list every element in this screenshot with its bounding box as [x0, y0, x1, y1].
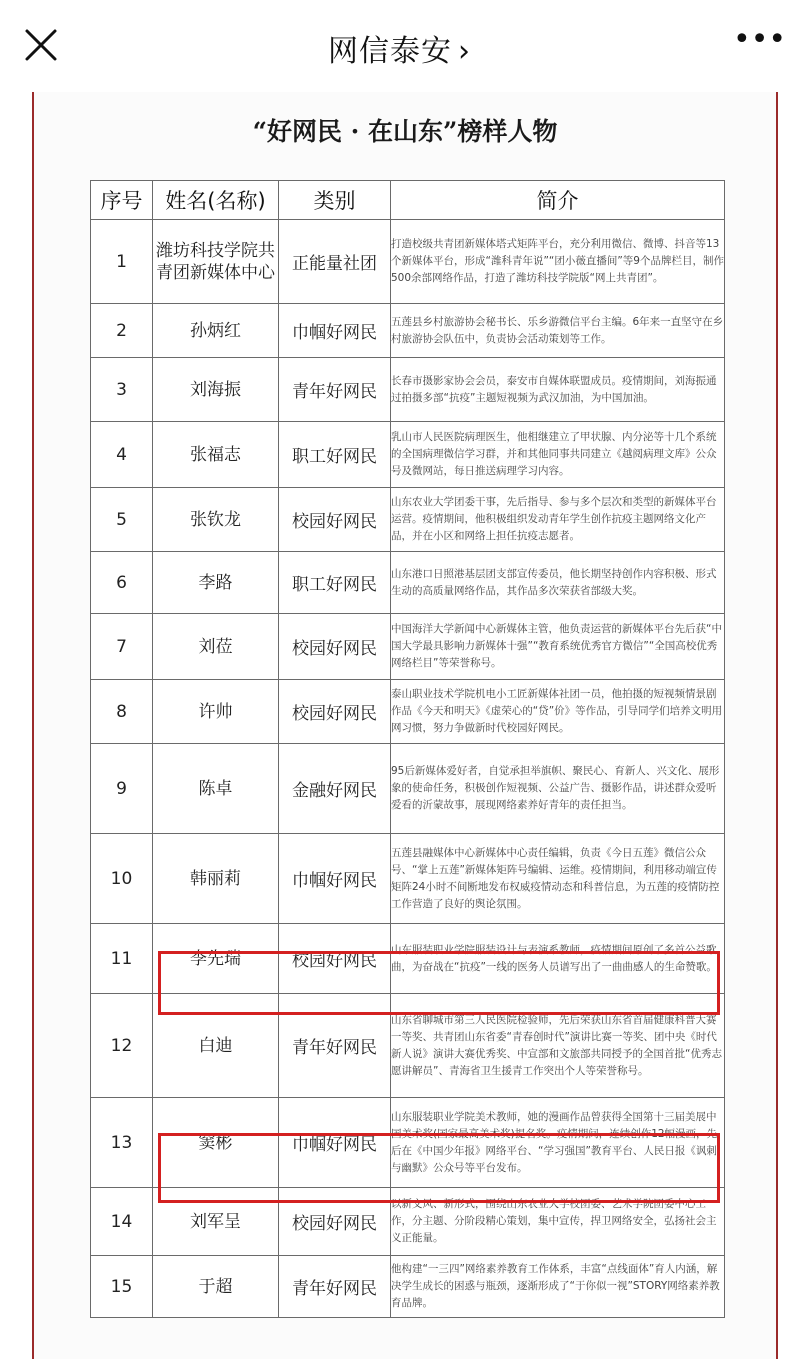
- more-dots-icon: •••: [733, 22, 787, 57]
- row-number: 6: [91, 552, 153, 614]
- person-name: 潍坊科技学院共青团新媒体中心: [153, 220, 279, 304]
- table-row: [91, 422, 725, 488]
- table-row: [91, 994, 725, 1098]
- person-name: 李先瑞: [153, 924, 279, 994]
- category-label: 校园好网民: [279, 614, 391, 680]
- intro-text: 山东服装职业学院服装设计与表演系教师，疫情期间原创了多首公益歌曲，为奋战在“抗疫”一线的医务人员谱写出了一曲曲感人的生命赞歌。: [391, 924, 725, 994]
- person-name: 刘军呈: [153, 1188, 279, 1256]
- category-label: 校园好网民: [279, 680, 391, 744]
- intro-text: 打造校级共青团新媒体塔式矩阵平台，充分利用微信、微博、抖音等13个新媒体平台，形成“潍科青年说”“团小薇直播间”等9个品牌栏目，制作500余部网络作品，打造了潍坊科技学院版“网上共青团”。: [391, 220, 725, 304]
- person-name: 张福志: [153, 422, 279, 488]
- intro-text: 山东农业大学团委干事，先后指导、参与多个层次和类型的新媒体平台运营。疫情期间，他积极组织发动青年学生创作抗疫主题网络文化产品，并在小区和网络上担任抗疫志愿者。: [391, 488, 725, 552]
- category-label: 金融好网民: [279, 744, 391, 834]
- person-name: 陈卓: [153, 744, 279, 834]
- category-label: 巾帼好网民: [279, 304, 391, 358]
- intro-text: 长春市摄影家协会会员，泰安市自媒体联盟成员。疫情期间，刘海振通过拍摄多部“抗疫”主题短视频为武汉加油，为中国加油。: [391, 358, 725, 422]
- table-row: [91, 744, 725, 834]
- person-name: 窦彬: [153, 1098, 279, 1188]
- row-number: 4: [91, 422, 153, 488]
- row-number: 10: [91, 834, 153, 924]
- category-label: 校园好网民: [279, 924, 391, 994]
- row-number: 13: [91, 1098, 153, 1188]
- person-name: 张钦龙: [153, 488, 279, 552]
- intro-text: 他构建“一三四”网络素养教育工作体系，丰富“点线面体”育人内涵，解决学生成长的困惑与瓶颈，逐渐形成了“于你似一视”STORY网络素养教育品牌。: [391, 1256, 725, 1318]
- row-number: 8: [91, 680, 153, 744]
- table-row: [91, 552, 725, 614]
- chevron-right-icon: ›: [458, 34, 471, 69]
- person-name: 刘莅: [153, 614, 279, 680]
- person-name: 孙炳红: [153, 304, 279, 358]
- person-name: 白迪: [153, 994, 279, 1098]
- article-title: “好网民 · 在山东”榜样人物: [252, 117, 558, 146]
- table-row: [91, 304, 725, 358]
- intro-text: 山东服装职业学院美术教师，她的漫画作品曾获得全国第十三届美展中国美术奖(国家最高美术奖)提名奖。疫情期间，连续创作12幅漫画，先后在《中国少年报》网络平台、“学习强国”教育平台、人民日报《讽刺与幽默》公众号等平台发布。: [391, 1098, 725, 1188]
- category-label: 巾帼好网民: [279, 1098, 391, 1188]
- row-number: 15: [91, 1256, 153, 1318]
- table-row: [91, 834, 725, 924]
- column-header: 类别: [279, 181, 391, 220]
- table-row: [91, 1098, 725, 1188]
- row-number: 2: [91, 304, 153, 358]
- category-label: 职工好网民: [279, 422, 391, 488]
- intro-text: 95后新媒体爱好者，自觉承担举旗帜、聚民心、育新人、兴文化、展形象的使命任务，积极创作短视频、公益广告、摄影作品，讲述群众爱听爱看的沂蒙故事，展现网络素养好青年的责任担当。: [391, 744, 725, 834]
- table-row: [91, 614, 725, 680]
- intro-text: 五莲县融媒体中心新媒体中心责任编辑，负责《今日五莲》微信公众号、“掌上五莲”新媒体矩阵号编辑、运维。疫情期间，利用移动端宣传矩阵24小时不间断地发布权威疫情动态和科普信息，为五莲的疫情防控工作营造了良好的舆论氛围。: [391, 834, 725, 924]
- person-name: 许帅: [153, 680, 279, 744]
- category-label: 校园好网民: [279, 488, 391, 552]
- category-label: 巾帼好网民: [279, 834, 391, 924]
- row-number: 9: [91, 744, 153, 834]
- row-number: 5: [91, 488, 153, 552]
- row-number: 1: [91, 220, 153, 304]
- person-name: 刘海振: [153, 358, 279, 422]
- nav-bar: [0, 0, 799, 92]
- table-row: [91, 924, 725, 994]
- category-label: 正能量社团: [279, 220, 391, 304]
- intro-text: 五莲县乡村旅游协会秘书长、乐乡游微信平台主编。6年来一直坚守在乡村旅游协会队伍中，负责协会活动策划等工作。: [391, 304, 725, 358]
- table-row: [91, 1188, 725, 1256]
- intro-text: 山东省聊城市第三人民医院检验师，先后荣获山东省首届健康科普大赛一等奖、共青团山东省委“青春创时代”演讲比赛一等奖、团中央《时代新人说》演讲大赛优秀奖、中宣部和文旅部共同授予的全国首批“优秀志愿讲解员”、青海省卫生援青工作突出个人等荣誉称号。: [391, 994, 725, 1098]
- person-name: 韩丽莉: [153, 834, 279, 924]
- category-label: 青年好网民: [279, 994, 391, 1098]
- article-image: [32, 92, 778, 1359]
- person-name: 李路: [153, 552, 279, 614]
- table-row: [91, 358, 725, 422]
- intro-text: 中国海洋大学新闻中心新媒体主管，他负责运营的新媒体平台先后获“中国大学最具影响力新媒体十强”“教育系统优秀官方微信”“全国高校优秀网络栏目”等荣誉称号。: [391, 614, 725, 680]
- category-label: 青年好网民: [279, 1256, 391, 1318]
- honor-table: [90, 180, 725, 1318]
- intro-text: 以新文风、新形式，围绕山东农业大学校团委、艺术学院团委中心工作，分主题、分阶段精心策划，集中宣传，捍卫网络安全，弘扬社会主义正能量。: [391, 1188, 725, 1256]
- column-header: 序号: [91, 181, 153, 220]
- row-number: 7: [91, 614, 153, 680]
- more-button[interactable]: [733, 22, 787, 60]
- intro-text: 乳山市人民医院病理医生，他相继建立了甲状腺、内分泌等十几个系统的全国病理微信学习群，并和其他同事共同建立《越阅病理文库》公众号及微网站，每日推送病理学习内容。: [391, 422, 725, 488]
- row-number: 12: [91, 994, 153, 1098]
- table-header-row: [91, 181, 725, 220]
- row-number: 11: [91, 924, 153, 994]
- table-row: [91, 1256, 725, 1318]
- table-row: [91, 680, 725, 744]
- row-number: 3: [91, 358, 153, 422]
- table-row: [91, 220, 725, 304]
- intro-text: 山东港口日照港基层团支部宣传委员，他长期坚持创作内容积极、形式生动的高质量网络作品，其作品多次荣获省部级大奖。: [391, 552, 725, 614]
- account-title-link[interactable]: [0, 26, 799, 70]
- category-label: 职工好网民: [279, 552, 391, 614]
- category-label: 青年好网民: [279, 358, 391, 422]
- column-header: 姓名(名称): [153, 181, 279, 220]
- person-name: 于超: [153, 1256, 279, 1318]
- category-label: 校园好网民: [279, 1188, 391, 1256]
- intro-text: 泰山职业技术学院机电小工匠新媒体社团一员，他拍摄的短视频情景剧作品《今天和明天》《虚荣心的“贷”价》等作品，引导同学们培养文明用网习惯，努力争做新时代校园好网民。: [391, 680, 725, 744]
- row-number: 14: [91, 1188, 153, 1256]
- table-row: [91, 488, 725, 552]
- page-title: 网信泰安: [328, 34, 452, 69]
- column-header: 简介: [391, 181, 725, 220]
